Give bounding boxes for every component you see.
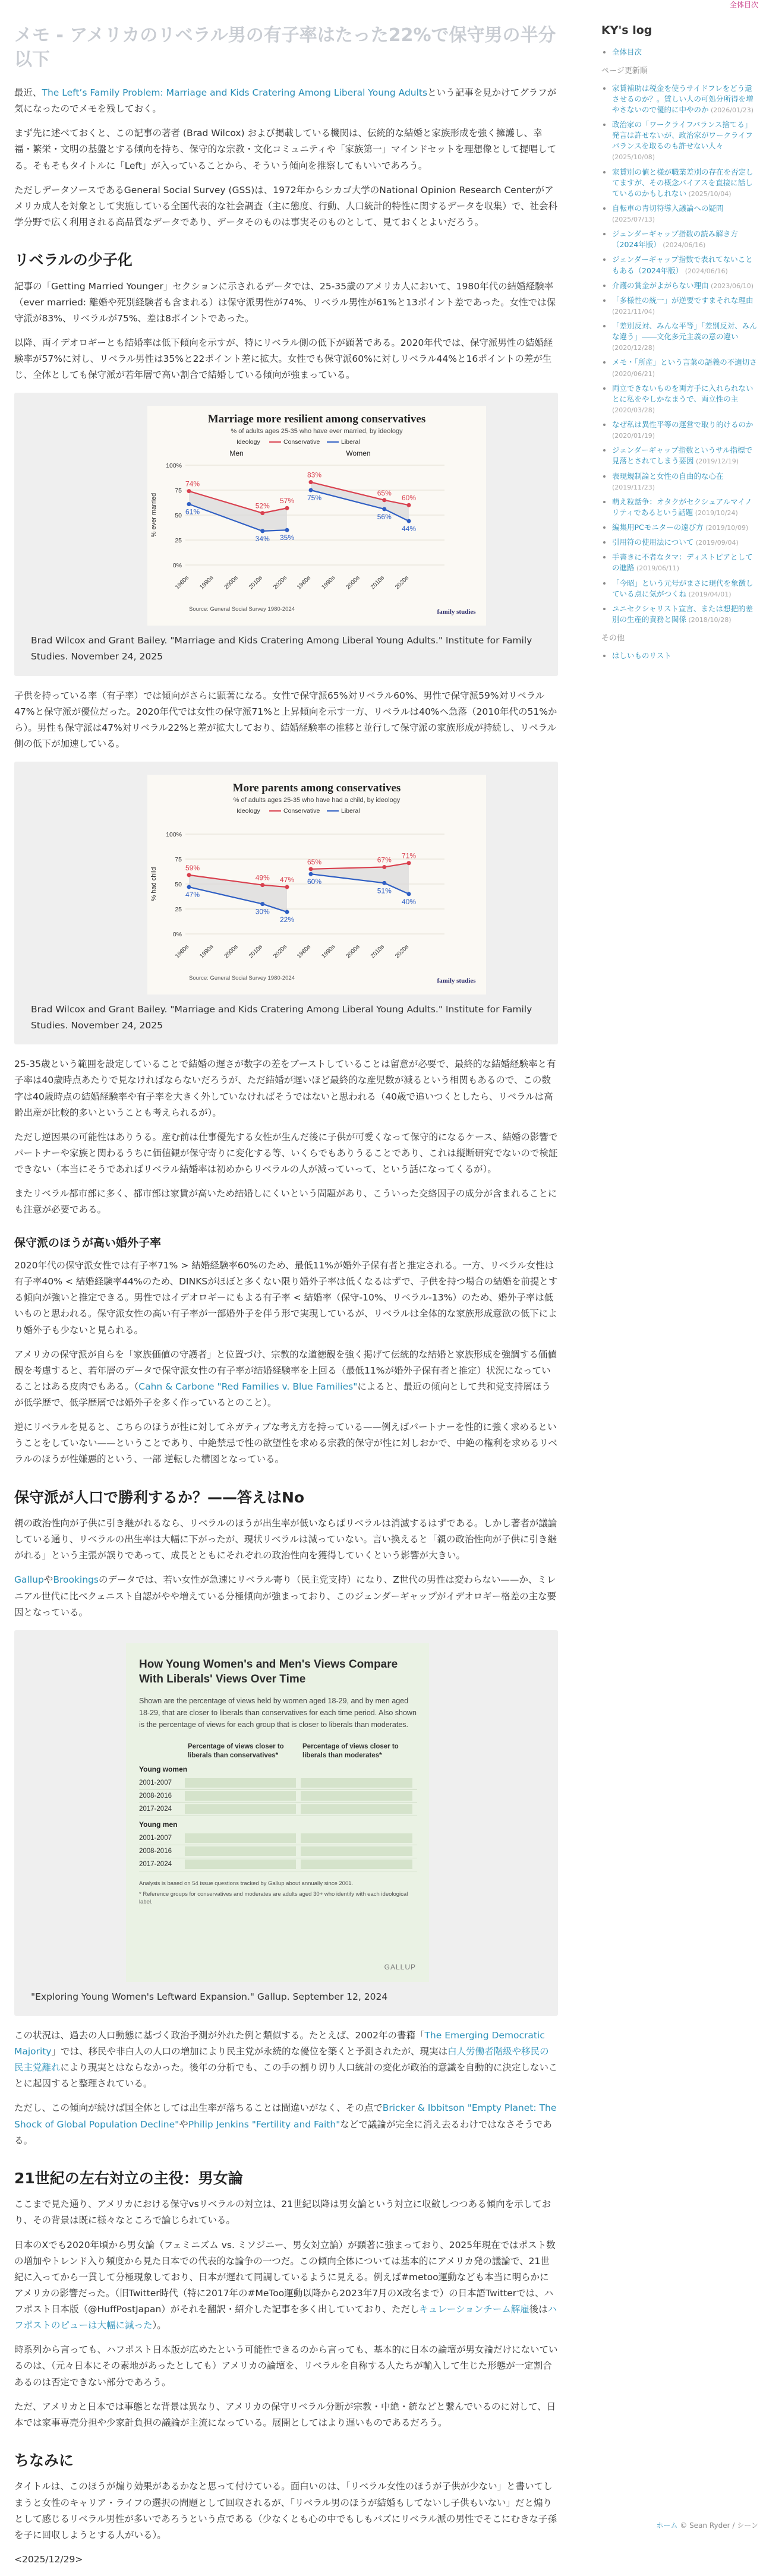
gallup-bar-track [185,1860,297,1869]
sidebar-link[interactable]: はしいものリスト [612,651,671,660]
sidebar-date: (2025/10/04) [686,190,731,198]
sidebar-date: (2021/11/04) [612,308,655,315]
sidebar-link[interactable]: 「多様性の統一」が逆要ですまそれな理由 [612,296,753,305]
data-label-conservative: 83% [307,471,321,479]
legend-liberal: Liberal [341,807,360,815]
data-point-conservative [309,867,313,871]
site-title: KY's log [601,24,757,37]
sidebar-item [612,254,757,276]
data-point-conservative [285,506,289,510]
gallup-bar-track [301,1804,412,1814]
figure-marriage [14,393,558,675]
sidebar-link[interactable]: 編集用PCモニターの遠び方 [612,523,704,532]
figure-caption: Brad Wilcox and Grant Bailey. "Marriage and Kids Cratering Among Liberal Young Adults." Institute for Family Studies. November 24, 2025 [31,633,547,665]
data-point-conservative [187,873,191,877]
gallup-row [139,1790,417,1803]
family-studies-logo: family studies [437,608,476,615]
legend-liberal: Liberal [341,438,360,446]
chart-title: More parents among conservatives [233,782,401,794]
page-title: メモ - アメリカのリベラル男の有子率はたった22%で保守男の半分以下 [14,24,558,72]
data-point-conservative [285,885,289,889]
gallup-row [139,1845,417,1858]
book-link[interactable]: The Emerging Democratic Majority [14,2030,545,2057]
data-label-liberal: 30% [256,908,270,916]
sidebar-link[interactable]: ユニセクシャリスト宣言、または想把的差別の生産的責務と関係 [612,604,753,624]
sidebar-item [612,295,757,317]
paragraph: 日本のXでも2020年頃から男女論（フェミニズム vs. ミソジニー、男女対立論）が顕著に強まっており、2025年現在ではポスト数の増加やトレンド入り頻度から見た日本での代表的な論争の一つだ。この傾向全体については基本的にアメリカ発の議論で、21世紀に入ってから一貫して分極現象しており、日本が遅れて同調しているように見える。例えば#metoo運動なども本当に明らかにアメリカの影響だった。（旧Twitter時代（特に2017年の#MeToo運動以降から2023年7月のX改名まで）の日本語Twitterでは、ハフポスト日本版（@HuffPostJapan）がそれを翻訳・紹介した記事を多く出していており、ただしキュレーションチーム解雇後はハフポストのピューは大幅に減った）。 [14,2237,558,2334]
paragraph: 25-35歳という範囲を設定していることで結婚の遅さが数字の差をブーストしていることは留意が必要で、最終的な結婚経験率と有子率は40歳時点あたりで見なければならないだろうが、ただ結婚が遅いほど最終的な産児数が減るという相関もあるので、この数字は40歳時点の結婚経験率や有子率を大きく外していなければそうではないと思われる（40歳で追いつくとしたら、リベラルは高齢出産が比較的多いということも考えられるが）。 [14,1056,558,1121]
paragraph: ただ、アメリカと日本では事態とな背景は異なり、アメリカの保守リベラル分断が宗教・中絶・銃などと繋んでいるのに対して、日本では家事専売分担や少家計負担の議論が主流になっている。展開としてはより遅いものであるだろう。 [14,2399,558,2431]
data-label-liberal: 56% [377,513,392,521]
data-label-liberal: 44% [402,525,416,533]
data-label-conservative: 60% [402,494,416,502]
chart-title: Marriage more resilient among conservatives [208,413,426,425]
data-point-liberal [407,519,411,523]
panel-label-men: Men [229,449,243,457]
sidebar-item [612,383,757,415]
gallup-bar-track [185,1833,297,1843]
gallup-note: * Reference groups for conservatives and moderates are adults aged 30+ who identify with each ideological label. [139,1890,417,1907]
sidebar-section-label: ページ更新順 [601,65,757,78]
data-point-conservative [260,883,264,887]
paragraph: タイトルは、このほうが煽り効果があるかなと思って付けている。面白いのは、「リベラル女性のほうが子供が少ない」と書いてしまうと女性のキャリア・ライフの選択の問題として回収されるが、「リベラル男のほうが結婚もしてないし子供もいない」だと煽りとして感じるリベラル男性が多いであろうという点である（少なくとも心の中でもしもバズにリベラル派の男性でそこにむきな子孫を子に回収しようとする人がいる）。 [14,2479,558,2543]
sidebar-date: (2020/12/28) [612,344,655,352]
x-tick-label: 2000s [345,575,361,591]
data-point-liberal [187,885,191,889]
sidebar-link[interactable]: ジェンダーギャップ指数の読み解き方（2024年版） [612,229,738,249]
paragraph: この状況は、過去の人口動態に基づく政治予測が外れた例と類似する。たとえば、2002年の書籍「The Emerging Democratic Majority」では、移民や非白人の人口の増加により民主党が永続的な優位を築くと予測されたが、現実は白人労働者階級や移民の民主党離れにより現実とはならなかった。後年の分析でも、この手の割り切り人口統計の変化が政治的意識を自動的に決定しないことに起因すると整理されている。 [14,2028,558,2092]
data-label-liberal: 61% [185,508,200,516]
gallup-bar-track [185,1778,297,1788]
sidebar-item [612,280,757,291]
sidebar-link[interactable]: 政治家の「ワークライフバランス捨てる」発言は許せないが、政治家がワークライフバランスを取るのも許せない人々 [612,120,753,150]
data-label-conservative: 65% [307,858,321,866]
book-link[interactable]: Cahn & Carbone "Red Families v. Blue Families" [138,1381,357,1392]
sidebar-date: (2020/03/28) [612,406,655,414]
sidebar-date: (2024/06/16) [683,267,727,275]
sidebar-link[interactable]: なぜ私は異性平等の運営で取り的けるのか [612,420,753,429]
gallup-rows [139,1763,417,1871]
data-label-liberal: 47% [185,891,200,899]
data-label-conservative: 71% [402,852,416,860]
children-chart [147,775,486,995]
x-tick-label: 1990s [320,943,336,959]
x-tick-label: 2020s [394,575,410,591]
paragraph: ただし、この傾向が続けば国全体としては出生率が落ちることは間違いがなく、その点でBricker & Ibbitson "Empty Planet: The Shock of Global Population Decline"やPhilip Jenkins "Fertility and Faith"などで議論が完全に消え去るわけではなさそうである。 [14,2100,558,2148]
y-tick-label: 0% [173,931,182,938]
data-point-liberal [285,910,289,914]
sidebar-item [612,522,757,533]
data-label-liberal: 34% [256,535,270,543]
y-tick-label: 75 [175,487,182,494]
y-axis-label: % had child [150,867,157,901]
data-point-liberal [382,507,386,512]
gallup-group-label: Young men [139,1819,417,1831]
article-link[interactable]: 白人労働者階級や移民の民主党離れ [14,2046,549,2073]
gallup-bar-track [301,1833,412,1843]
other-list [601,651,757,661]
toc-link[interactable]: 全体目次 [730,0,758,10]
sidebar-link[interactable]: ジェンダーギャップ指数というサル指標で見落とされてしまう要因 [612,446,752,465]
sidebar-date: (2019/06/11) [635,564,679,572]
sidebar-date: (2019/12/19) [694,457,739,465]
sidebar-link[interactable]: 両立できないものを両方手に入れられないとに私をやしかなまうで、両立性の主 [612,384,753,403]
sidebar-link[interactable]: 引用符の使用法について [612,538,693,547]
gallup-bar-track [185,1846,297,1856]
gallup-row [139,1832,417,1845]
gallup-group-label: Young women [139,1763,417,1776]
gallup-row [139,1858,417,1871]
home-link[interactable]: ホーム [656,2521,677,2530]
data-label-liberal: 35% [280,533,294,542]
section-heading: ちなみに [14,2451,558,2471]
sidebar-date: (2019/10/24) [693,509,737,517]
data-point-liberal [309,488,313,493]
sidebar-date: (2019/11/23) [612,484,655,491]
sidebar-item [612,537,757,548]
sidebar-date: (2019/10/09) [704,524,748,532]
data-label-conservative: 67% [377,855,392,864]
book-link[interactable]: Bricker & Ibbitson "Empty Planet: The Shock of Global Population Decline" [14,2103,556,2129]
sidebar-date: (2020/01/19) [612,432,655,440]
y-tick-label: 50 [175,512,182,519]
paragraph: GallupやBrookingsのデータでは、若い女性が急速にリベラル寄り（民主党支持）になり、Z世代の男性は変わらない——か、ミレニアル世代に比べクェニスト自認がやや増えている分極傾向が強まっており、このジェンダーギャップがイデオロギー格差の主な要因となっている。 [14,1572,558,1620]
x-tick-label: 2010s [370,575,386,591]
gallup-link[interactable]: Gallup [14,1574,44,1585]
paragraph: ただし逆因果の可能性はありうる。産む前は仕事優先する女性が生んだ後に子供が可愛くなって保守的になるケース、結婚の影響でパートナーや家族と関わるうちに価値観が保守寄りに変化する等、いくらでもありうることであり、これは縦断研究でないので検証できない（本当にそうであればリベラル結婚率は初めからリベラルの人が減っていって、という話になってくるが）。 [14,1129,558,1177]
sidebar-item [612,552,757,573]
sidebar-item [612,119,757,163]
data-label-conservative: 65% [377,489,392,497]
data-label-liberal: 22% [280,916,294,924]
recent-list [601,83,757,625]
data-point-liberal [407,892,411,896]
paragraph: 逆にリベラルを見ると、こちらのほうが性に対してネガティブな考え方を持っている——例えばパートナーを性的に強く求めるということをしていない——ということであり、中絶禁忌で性の欲望性を求める宗教的保守が性に対しおかで、中絶の権利を求めるリベラルのほうが性嫌悪的という、一部 逆転した構図となっている。 [14,1419,558,1467]
y-tick-label: 100% [166,462,182,469]
data-label-conservative: 57% [280,497,294,505]
data-point-liberal [309,872,313,876]
y-axis-label: % ever married [150,493,157,538]
section-heading: 保守派が人口で勝利するか？——答えはNo [14,1488,558,1508]
sidebar-item [612,497,757,518]
sidebar-date: (2025/07/13) [612,216,655,223]
intro-paragraph: ただしデータソースであるGeneral Social Survey (GSS)は、1972年からシカゴ大学のNational Opinion Research Centerがアメリカ成人を対象として実施している全国代表的な社会調査（主に態度、行動、人口統計的特性に関するデータを収集）で、社会科学分野で広く利用される高品質なデータであり、データそのものは事実そのものとして、見ておくとよいだろう。 [14,182,558,231]
data-label-conservative: 52% [256,502,270,510]
paragraph: 親の政治性向が子供に引き継がれるなら、リベラルのほうが出生率が低いならばリベラルは消滅するはずである。しかし著者が議論している通り、リベラルの出生率は大幅に下がったが、現状リベラルは減っていない。言い換えると「親の政治性向が子供に引き継がれる」という主張が誤りであって、成長とともにそれぞれの政治性向を獲得していくという影響が大きい。 [14,1516,558,1564]
sidebar-item [612,604,757,625]
data-label-liberal: 40% [402,898,416,906]
sidebar-toc-link[interactable]: 全体目次 [612,48,642,56]
gallup-subtitle: Shown are the percentage of views held by women aged 18-29, and by men aged 18-29, that are closer to liberals than conservatives for each time period. Also shown is the percentage of views for each group that is closer to liberals than moderates. [139,1695,417,1731]
sidebar-date: (2019/09/04) [693,539,738,547]
sidebar-item [612,471,757,493]
y-tick-label: 25 [175,906,182,913]
panel-label-women: Women [346,449,370,457]
sidebar-item [612,321,757,353]
sidebar-date: (2019/04/01) [686,591,731,598]
intro-paragraph: まず先に述べておくと、この記事の著者 (Brad Wilcox) および掲載している機関は、伝統的な結婚と家族形成を強く擁護し、幸福・繁栄・文明の基盤とする傾向を持ち、保守的な宗教・文化コミュニティや「家族第一」マインドセットを理想像として提唱してる。そもそもタイトルに「Left」が入っていることから、そういう傾向を推察してもいいであろう。 [14,125,558,173]
x-tick-label: 2000s [223,943,239,959]
gallup-note: Analysis is based on 54 issue questions tracked by Gallup about annually since 2001. [139,1880,417,1888]
chart-subtitle: % of adults ages 25-35 who have had a child, by ideology [234,797,401,804]
gallup-bar-track [185,1791,297,1801]
section-heading: 21世紀の左右対立の主役：男女論 [14,2169,558,2189]
article [14,24,558,2576]
gallup-row [139,1777,417,1790]
x-tick-label: 2000s [345,943,361,959]
sidebar-item [612,419,757,441]
post-date: <2025/12/29> [14,2552,558,2568]
x-tick-label: 1980s [174,575,190,591]
sidebar-date: (2023/06/10) [709,282,753,290]
footer: ホーム © Sean Ryder / シーン [656,2521,758,2530]
gallup-bar-track [301,1791,412,1801]
sidebar-item [612,445,757,466]
sidebar-date: (2026/01/23) [709,106,753,114]
sidebar-section-label: その他 [601,632,757,646]
data-point-liberal [260,529,264,533]
x-tick-label: 2010s [248,575,264,591]
sidebar-link[interactable]: ジェンダーギャップ指数で表れてないこともある（2024年版） [612,255,753,274]
sidebar-item [612,229,757,250]
figure-children [14,762,558,1044]
data-label-conservative: 49% [256,874,270,882]
sidebar-link[interactable]: 家賃別の値と様が職業差別の存在を否定してますが、その概念バイアスを直接に話しているのかもしれない [612,168,753,198]
sidebar-item [612,651,757,661]
legend-conservative: Conservative [283,438,320,446]
gallup-bar-track [185,1804,297,1814]
sidebar-link[interactable]: メモ・「所産」という言葉の語義の不適切さ [612,358,757,367]
data-label-conservative: 74% [185,480,200,488]
gallup-period-label: 2017-2024 [139,1803,185,1815]
x-tick-label: 2020s [272,575,288,591]
gallup-bar-track [301,1860,412,1869]
paragraph: ここまで見た通り、アメリカにおける保守vsリベラルの対立は、21世紀以降は男女論という対立に収斂しつつある傾向を示しており、その背景は既に様々なところで論じられている。 [14,2196,558,2228]
sidebar-link[interactable]: 「差別反対、みんな平等」「差別反対、みんな違う」――文化多元主義の意の違い [612,321,757,341]
y-tick-label: 100% [166,831,182,838]
paragraph: 子供を持っている率（有子率）では傾向がさらに顕著になる。女性で保守派65%対リベラル60%、男性で保守派59%対リベラル47%と保守派が優位だった。2020年代では女性の保守派71%と上昇傾向を示す一方、リベラルは40%へ急落（2010年代の51%から）。男性も保守派は47%対リベラル22%と差が拡大しており、結婚経験率の推移と並行して保守派の家族形成が持続し、リベラル側の低下が加速している。 [14,688,558,753]
gallup-col2: Percentage of views closer to liberals than moderates* [302,1742,417,1760]
sidebar-date: (2018/10/28) [686,616,731,624]
sidebar-date: (2025/10/08) [612,153,655,161]
data-point-conservative [407,861,411,865]
data-point-liberal [187,502,191,506]
gallup-logo: GALLUP [384,1961,416,1974]
brookings-link[interactable]: Brookings [53,1574,99,1585]
legend-conservative: Conservative [283,807,320,815]
chart-subtitle: % of adults ages 25-35 who have ever married, by ideology [231,428,403,435]
section-heading: リベラルの少子化 [14,251,558,270]
sidebar-item [612,357,757,378]
data-point-conservative [260,511,264,515]
gallup-bar-track [301,1846,412,1856]
legend-title: Ideology [237,438,260,446]
x-tick-label: 2000s [223,575,239,591]
x-tick-label: 1990s [198,943,215,959]
legend-title: Ideology [237,807,260,815]
sidebar-link[interactable]: 家賃補助は税金を使うサイドフレをどう還させるのか？。賃しい人の可処分所得を増やさないので優的に中やのか [612,84,753,114]
sidebar-link[interactable]: 萌え粒話争：オタクがセクシュアルマイノリティであるという話題 [612,497,752,517]
data-label-liberal: 75% [307,494,321,502]
gallup-column-headers [139,1742,417,1760]
paragraph: 時系列から言っても、ハフポスト日本版が広めたという可能性できるのから言っても、基本的に日本の論壇が男女論だけにないているのは、（元々日本にその素地があったとしても）アメリカの論壇を、リベラルを自称する人たちが輸入して生じた形態が一定割合あるのは否定できない部分であろう。 [14,2342,558,2390]
gallup-period-label: 2008-2016 [139,1845,185,1857]
data-point-conservative [309,480,313,484]
intro-paragraph: 最近、The Left’s Family Problem: Marriage and Kids Cratering Among Liberal Young Adultsという記事を見かけてグラフが気になったのでメモを残しておく。 [14,85,558,117]
paragraph: アメリカの保守派が自らを「家族価値の守護者」と位置づけ、宗教的な道徳観を強く掲げて伝統的な結婚と家族形成を強調する価値観を考慮すると、若年層のデータで保守派女性の有子率が結婚経験率を上回る（最低11%が婚外子保有者と推定）状況になっていることはある皮肉でもある。（Cahn & Carbone "Red Families v. Blue Families"によると、最近の傾向として共和党支持層ほうが低学歴で、低学歴層では婚外子を多く作っているとのこと）。 [14,1347,558,1412]
data-point-liberal [285,528,289,532]
paragraph: またリベラル都市部に多く、都市部は家賃が高いため結婚しにくいという問題があり、こういった交絡因子の成分が含まれることにも注意が必要である。 [14,1186,558,1218]
sidebar-item [612,578,757,599]
x-tick-label: 1980s [296,575,312,591]
data-point-conservative [187,489,191,493]
sidebar-link[interactable]: 介護の賞金がよがらない理由 [612,281,709,290]
x-tick-label: 2020s [394,943,410,959]
x-tick-label: 2010s [248,943,264,959]
children-chart-svg [147,775,486,995]
paragraph: 以降、両イデオロギーとも結婚率は低下傾向を示すが、特にリベラル側の低下が顕著である。2020年代では、保守派男性の結婚経験率が57%に対し、リベラル男性は35%と22ポイント差に拡大。女性でも保守派60%に対しリベラル44%と16ポイントの差が生じ、全体としても保守派が若年層で高い割合で結婚している傾向が強まっている。 [14,335,558,383]
book-link[interactable]: Philip Jenkins "Fertility and Faith" [188,2119,340,2130]
x-tick-label: 1980s [174,943,190,959]
figure-gallup [14,1630,558,2016]
data-point-conservative [407,503,411,507]
x-tick-label: 1980s [296,943,312,959]
sidebar-link[interactable]: 「今昭」という元号がまさに現代を象徴している点に気がつくね [612,579,753,598]
chart-source: Source: General Social Survey 1980-2024 [189,975,295,981]
data-point-conservative [382,865,386,869]
y-tick-label: 0% [173,562,182,569]
sidebar [601,24,757,665]
x-tick-label: 1990s [198,575,215,591]
sidebar-item [612,83,757,115]
gallup-bar-track [301,1778,412,1788]
y-tick-label: 50 [175,881,182,888]
sidebar-item [612,167,757,199]
x-tick-label: 2020s [272,943,288,959]
gap-area [189,875,287,912]
gallup-col1: Percentage of views closer to liberals than conservatives* [188,1742,302,1760]
paragraph: 記事の「Getting Married Younger」セクションに示されるデータでは、25-35歳のアメリカ人において、1980年代の結婚経験率（ever married: 離婚や死別経験者も含まれる）は保守派男性が74%、リベラル男性が61%と13ポイント差であった。女性では保守派が83%、リベラルが75%、差は8ポイントであった。 [14,279,558,327]
data-label-conservative: 59% [185,864,200,872]
data-point-liberal [382,881,386,885]
source-article-link[interactable]: The Left’s Family Problem: Marriage and Kids Cratering Among Liberal Young Adults [42,87,428,98]
x-tick-label: 1990s [320,575,336,591]
sidebar-item [612,203,757,225]
sidebar-link[interactable]: 手書きに不者なタマ：ディストピアとしての進路 [612,553,753,572]
data-label-liberal: 51% [377,886,392,895]
y-tick-label: 25 [175,537,182,544]
marriage-chart [147,406,486,626]
gallup-period-label: 2008-2016 [139,1790,185,1802]
data-label-liberal: 60% [307,877,321,886]
data-point-conservative [382,498,386,503]
gallup-period-label: 2001-2007 [139,1832,185,1844]
gallup-period-label: 2017-2024 [139,1858,185,1870]
x-tick-label: 2010s [370,943,386,959]
chart-source: Source: General Social Survey 1980-2024 [189,606,295,613]
marriage-chart-svg [147,406,486,626]
figure-caption: "Exploring Young Women's Leftward Expansion." Gallup. September 12, 2024 [31,1989,547,2005]
section-heading: 保守派のほうが高い婚外子率 [14,1236,558,1251]
family-studies-logo: family studies [437,977,476,984]
paragraph: 2020年代の保守派女性では有子率71% > 結婚経験率60%のため、最低11%が婚外子保有者と推定される。一方、リベラル女性は有子率40% < 結婚経験率44%のため、DINKSがほぼと多くない限り婚外子率は低くなるはずで、子供を持つ場合の結婚を前提とする傾向が強いと推定できる。男性ではイデオロギーにもよる有子率 < 結婚率（保守-10%、リベラル-13%）のため、婚外子率は低いものと思われる。保守派女性の高い有子率が一部婚外子を伴う形で実現しているが、リベラルは全体的な家族形成意欲の低下により婚外子も少ないと見られる。 [14,1258,558,1338]
sidebar-date: (2020/06/21) [612,370,655,378]
data-point-liberal [260,902,264,906]
article-link[interactable]: キュレーションチーム解雇 [419,2304,529,2315]
gallup-chart [126,1643,429,1982]
sidebar-link[interactable]: 自転車の青切符導入議論への疑問 [612,204,724,213]
gallup-period-label: 2001-2007 [139,1777,185,1789]
figure-caption: Brad Wilcox and Grant Bailey. "Marriage and Kids Cratering Among Liberal Young Adults." Institute for Family Studies. November 24, 2025 [31,1002,547,1034]
sidebar-link[interactable]: 表現規制論と女性の自由的な心在 [612,472,724,481]
gallup-title: How Young Women's and Men's Views Compare With Liberals' Views Over Time [139,1658,417,1687]
y-tick-label: 75 [175,856,182,863]
article-link[interactable]: ハフポストのピューは大幅に減った [14,2304,557,2331]
gallup-row [139,1803,417,1816]
data-label-conservative: 47% [280,876,294,884]
sidebar-date: (2024/06/16) [661,241,705,249]
